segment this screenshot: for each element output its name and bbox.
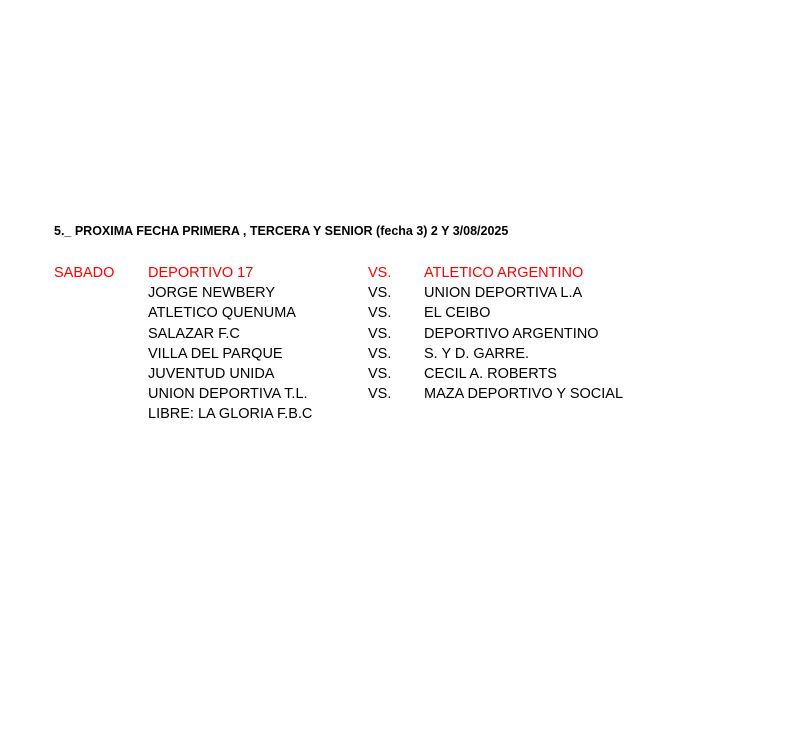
- home-team: ATLETICO QUENUMA: [148, 305, 296, 322]
- home-team: JUVENTUD UNIDA: [148, 365, 275, 382]
- away-team: CECIL A. ROBERTS: [424, 365, 557, 382]
- versus-label: VS.: [368, 386, 392, 403]
- away-team: DEPORTIVO ARGENTINO: [424, 325, 599, 342]
- versus-label: VS.: [368, 305, 392, 322]
- home-team: DEPORTIVO 17: [148, 265, 254, 281]
- page-title: 5._ PROXIMA FECHA PRIMERA , TERCERA Y SENIOR (fecha 3) 2 Y 3/08/2025: [54, 224, 509, 238]
- home-team: VILLA DEL PARQUE: [148, 345, 283, 362]
- versus-label: VS.: [368, 285, 392, 302]
- away-team: EL CEIBO: [424, 305, 491, 322]
- versus-label: VS.: [368, 325, 392, 342]
- versus-label: VS.: [368, 345, 392, 362]
- fixture-day: SABADO: [54, 265, 115, 281]
- away-team: S. Y D. GARRE.: [424, 345, 530, 362]
- away-team: ATLETICO ARGENTINO: [424, 265, 584, 281]
- home-team: SALAZAR F.C: [148, 325, 240, 342]
- bye-team: LIBRE: LA GLORIA F.B.C: [148, 406, 313, 423]
- home-team: UNION DEPORTIVA T.L.: [148, 386, 308, 403]
- versus-label: VS.: [368, 365, 392, 382]
- home-team: JORGE NEWBERY: [148, 285, 276, 302]
- away-team: MAZA DEPORTIVO Y SOCIAL: [424, 386, 624, 403]
- away-team: UNION DEPORTIVA L.A: [424, 285, 583, 302]
- versus-label: VS.: [368, 265, 392, 281]
